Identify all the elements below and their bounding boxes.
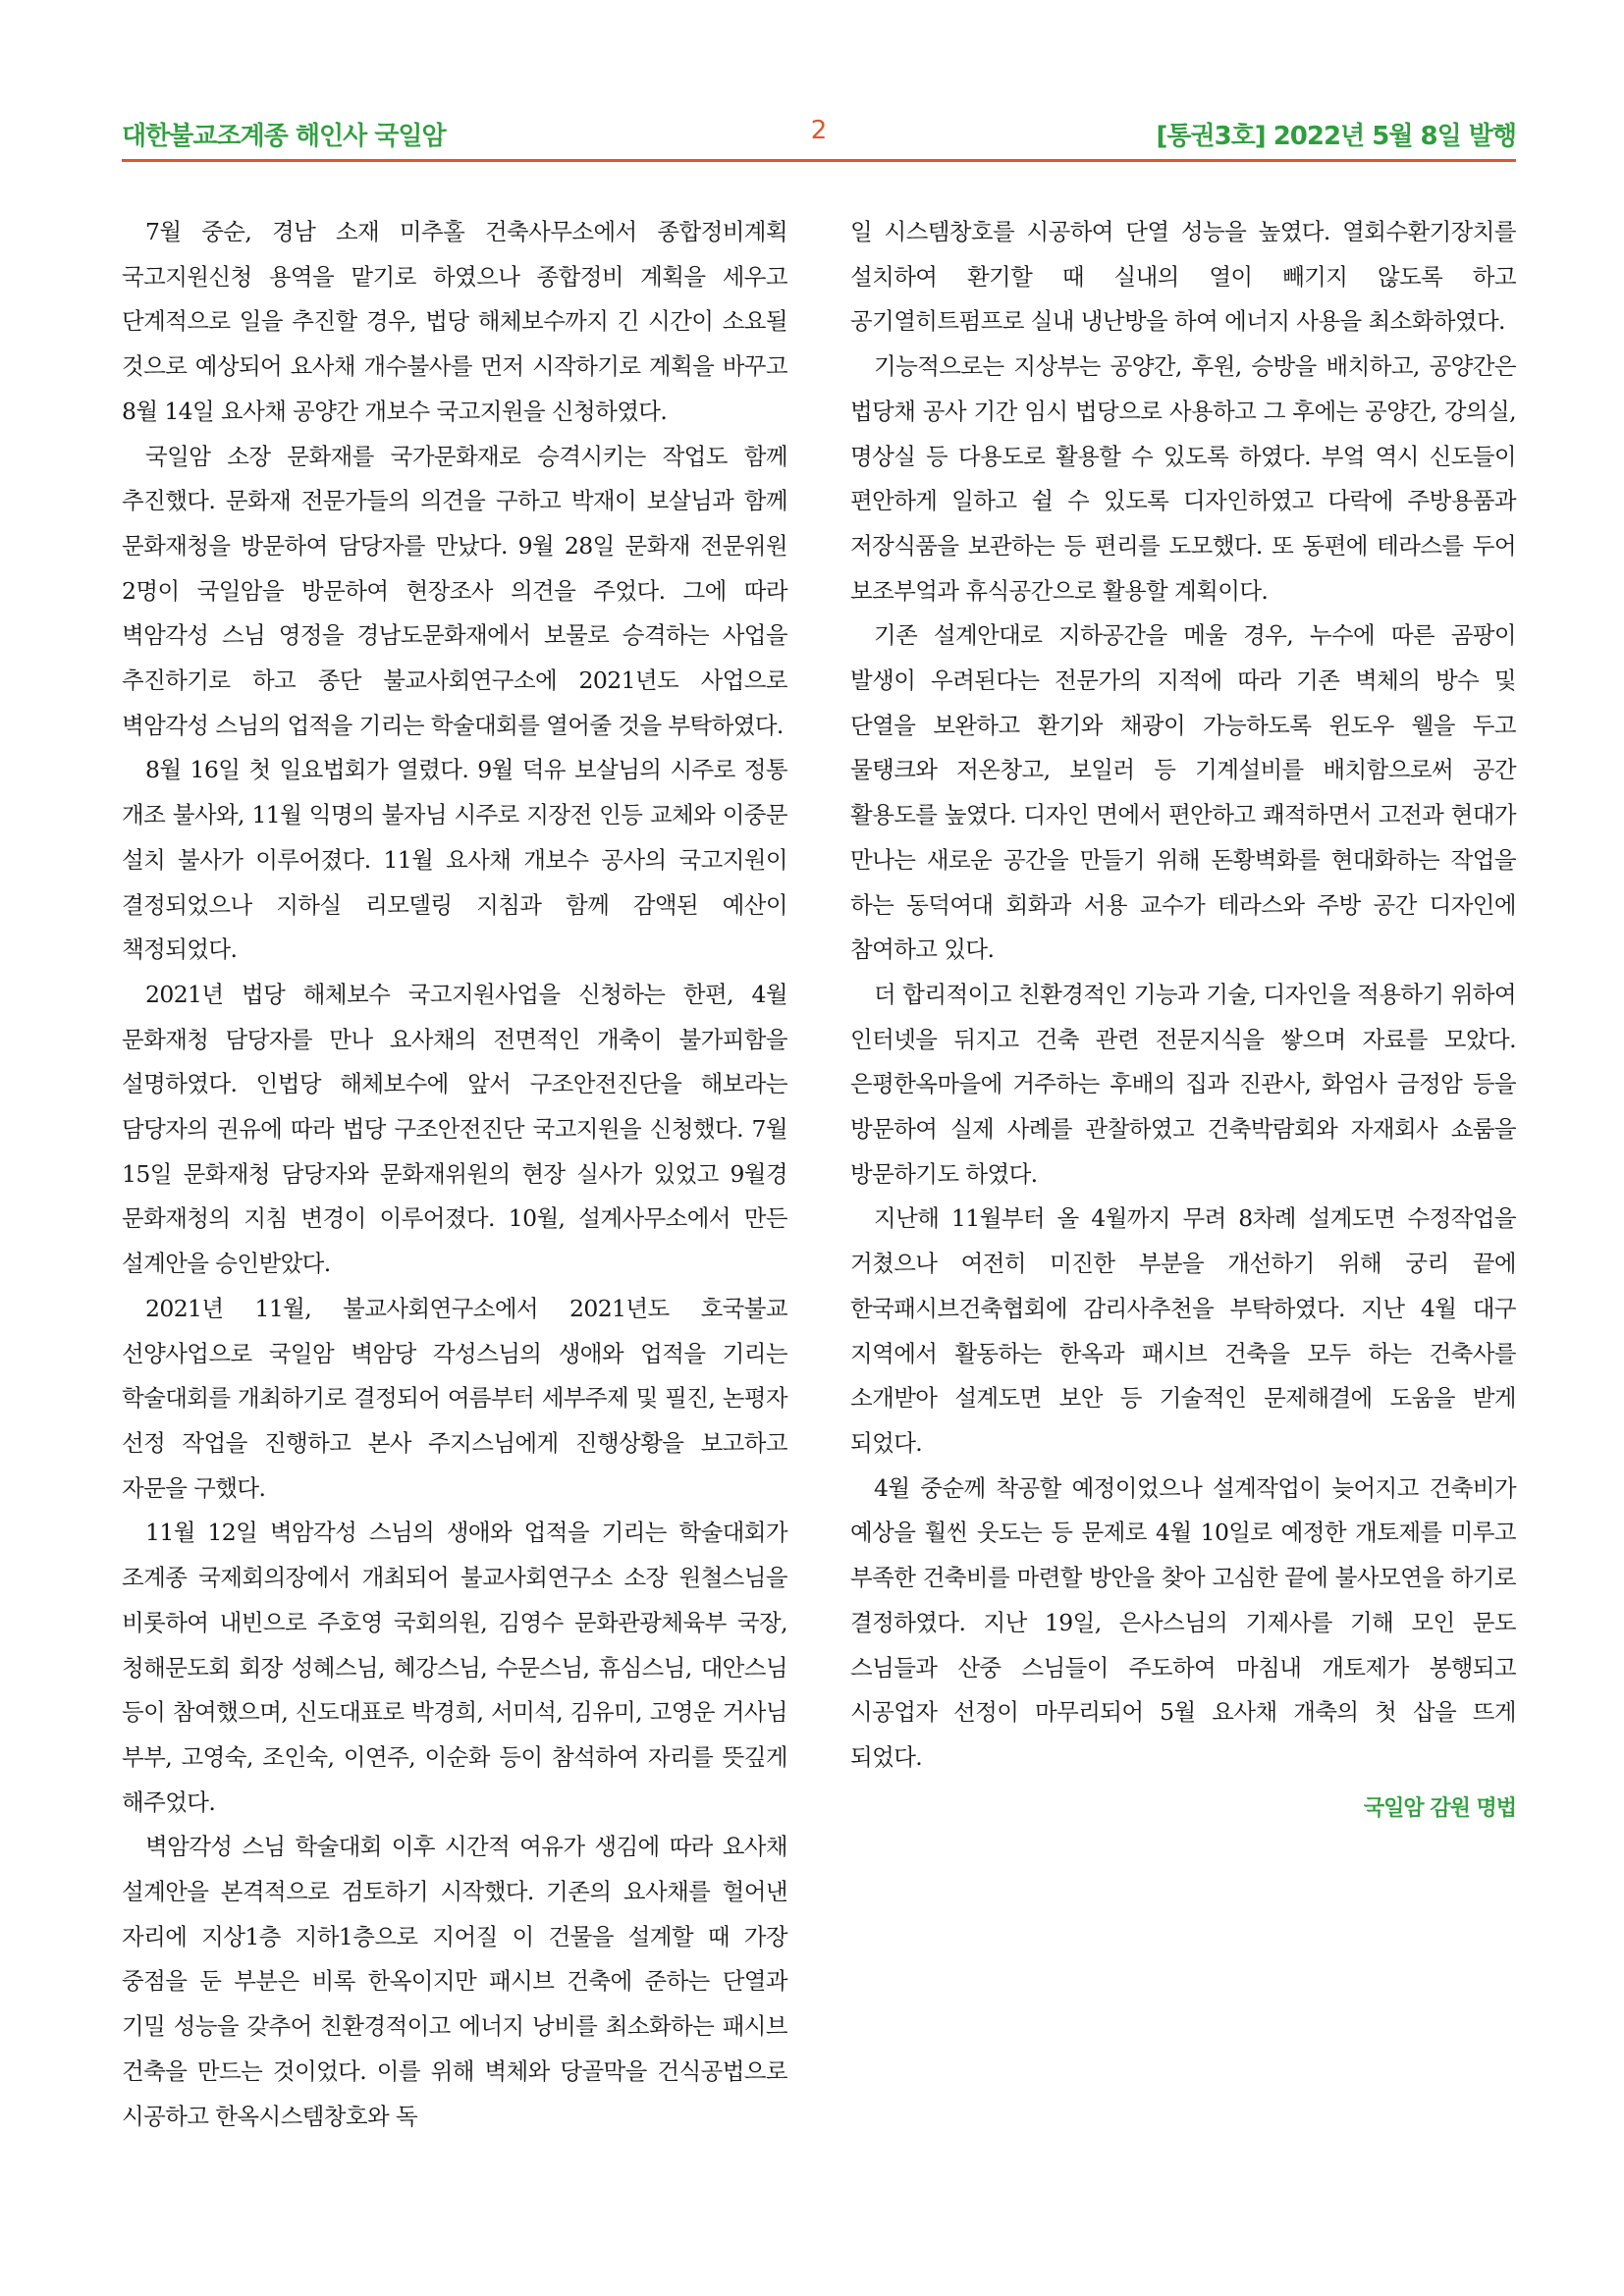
- paragraph: 벽암각성 스님 학술대회 이후 시간적 여유가 생김에 따라 요사채 설계안을 본격적으로 검토하기 시작했다. 기존의 요사채를 헐어낸 자리에 지상1층 지하1층으로 지어질 이 건물을 설계할 때 가장 중점을 둔 부분은 비록 한옥이지만 패시브 건축에 준하는 단열과 기밀 성능을 갖추어 친환경적이고 에너지 낭비를 최소화하는 패시브 건축을 만드는 것이었다. 이를 위해 벽체와 당골막을 건식공법으로 시공하고 한옥시스템창호와 독: [122, 1833, 787, 2130]
- paragraph: 2021년 법당 해체보수 국고지원사업을 신청하는 한편, 4월 문화재청 담당자를 만나 요사채의 전면적인 개축이 불가피함을 설명하였다. 인법당 해체보수에 앞서 구조안전진단을 해보라는 담당자의 권유에 따라 법당 구조안전진단 국고지원을 신청했다. 7월 15일 문화재청 담당자와 문화재위원의 현장 실사가 있었고 9월경 문화재청의 지침 변경이 이루어졌다. 10월, 설계사무소에서 만든 설계안을 승인받았다.: [122, 980, 787, 1278]
- paragraph: 4월 중순께 착공할 예정이었으나 설계작업이 늦어지고 건축비가 예상을 훨씬 웃도는 등 문제로 4월 10일로 예정한 개토제를 미루고 부족한 건축비를 마련할 방안을 찾아 고심한 끝에 불사모연을 하기로 결정하였다. 지난 19일, 은사스님의 기제사를 기해 모인 문도 스님들과 산중 스님들이 주도하여 마침내 개토제가 봉행되고 시공업자 선정이 마무리되어 5월 요사채 개축의 첫 삽을 뜨게 되었다.: [850, 1473, 1516, 1771]
- publication-title: 대한불교조계종 해인사 국일암: [122, 122, 446, 151]
- paragraph: 7월 중순, 경남 소재 미추홀 건축사무소에서 종합정비계획 국고지원신청 용역을 맡기로 하였으나 종합정비 계획을 세우고 단계적으로 일을 추진할 경우, 법당 해체보수까지 긴 시간이 소요될 것으로 예상되어 요사채 개수불사를 먼저 시작하기로 계획을 바꾸고 8월 14일 요사채 공양간 개보수 국고지원을 신청하였다.: [122, 218, 787, 425]
- paragraph: 기능적으로는 지상부는 공양간, 후원, 승방을 배치하고, 공양간은 법당채 공사 기간 임시 법당으로 사용하고 그 후에는 공양간, 강의실, 명상실 등 다용도로 활용할 수 있도록 하였다. 부엌 역시 신도들이 편안하게 일하고 쉴 수 있도록 디자인하였고 다락에 주방용품과 저장식품을 보관하는 등 편리를 도모했다. 또 동편에 테라스를 두어 보조부엌과 휴식공간으로 활용할 계획이다.: [850, 352, 1516, 605]
- left-column: [122, 210, 787, 2139]
- paragraph: 기존 설계안대로 지하공간을 메울 경우, 누수에 따른 곰팡이 발생이 우려된다는 전문가의 지적에 따라 기존 벽체의 방수 및 단열을 보완하고 환기와 채광이 가능하도록 윈도우 웰을 두고 물탱크와 저온창고, 보일러 등 기계설비를 배치함으로써 공간 활용도를 높였다. 디자인 면에서 편안하고 쾌적하면서 고전과 현대가 만나는 새로운 공간을 만들기 위해 돈황벽화를 현대화하는 작업을 하는 동덕여대 회화과 서용 교수가 테라스와 주방 공간 디자인에 참여하고 있다.: [850, 621, 1516, 964]
- header-divider: [122, 159, 1516, 162]
- paragraph: 11월 12일 벽암각성 스님의 생애와 업적을 기리는 학술대회가 조계종 국제회의장에서 개최되어 불교사회연구소 소장 원철스님을 비롯하여 내빈으로 주호영 국회의원, 김영수 문화관광체육부 국장, 청해문도회 회장 성혜스님, 혜강스님, 수문스님, 휴심스님, 대안스님 등이 참여했으며, 신도대표로 박경희, 서미석, 김유미, 고영운 거사님 부부, 고영숙, 조인숙, 이연주, 이순화 등이 참석하여 자리를 뜻깊게 해주었다.: [122, 1519, 787, 1816]
- paragraph: 지난해 11월부터 올 4월까지 무려 8차례 설계도면 수정작업을 거쳤으나 여전히 미진한 부분을 개선하기 위해 궁리 끝에 한국패시브건축협회에 감리사추천을 부탁하였다. 지난 4월 대구 지역에서 활동하는 한옥과 패시브 건축을 모두 하는 건축사를 소개받아 설계도면 보안 등 기술적인 문제해결에 도움을 받게 되었다.: [850, 1204, 1516, 1457]
- page-header: [122, 116, 1516, 155]
- paragraph: 국일암 소장 문화재를 국가문화재로 승격시키는 작업도 함께 추진했다. 문화재 전문가들의 의견을 구하고 박재이 보살님과 함께 문화재청을 방문하여 담당자를 만났다. 9월 28일 문화재 전문위원 2명이 국일암을 방문하여 현장조사 의견을 주었다. 그에 따라 벽암각성 스님 영정을 경남도문화재에서 보물로 승격하는 사업을 추진하기로 하고 종단 불교사회연구소에 2021년도 사업으로 벽암각성 스님의 업적을 기리는 학술대회를 열어줄 것을 부탁하였다.: [122, 442, 787, 739]
- paragraph: 8월 16일 첫 일요법회가 열렸다. 9월 덕유 보살님의 시주로 정통 개조 불사와, 11월 익명의 불자님 시주로 지장전 인등 교체와 이중문 설치 불사가 이루어졌다. 11월 요사채 개보수 공사의 국고지원이 결정되었으나 지하실 리모델링 지침과 함께 감액된 예산이 책정되었다.: [122, 756, 787, 964]
- issue-info: [통권3호] 2022년 5월 8일 발행: [1156, 122, 1516, 151]
- paragraph: 더 합리적이고 친환경적인 기능과 기술, 디자인을 적용하기 위하여 인터넷을 뒤지고 건축 관련 전문지식을 쌓으며 자료를 모았다. 은평한옥마을에 거주하는 후배의 집과 진관사, 화엄사 금정암 등을 방문하여 실제 사례를 관찰하였고 건축박람회와 자재회사 쇼룸을 방문하기도 하였다.: [850, 980, 1516, 1188]
- paragraph: 2021년 11월, 불교사회연구소에서 2021년도 호국불교 선양사업으로 국일암 벽암당 각성스님의 생애와 업적을 기리는 학술대회를 개최하기로 결정되어 여름부터 세부주제 및 필진, 논평자 선정 작업을 진행하고 본사 주지스님에게 진행상황을 보고하고 자문을 구했다.: [122, 1294, 787, 1502]
- right-column: [850, 210, 1516, 1831]
- page-number: 2: [810, 116, 828, 145]
- author-signature: 국일암 감원 명법: [1363, 1795, 1516, 1821]
- paragraph-continuation: 일 시스템창호를 시공하여 단열 성능을 높였다. 열회수환기장치를 설치하여 환기할 때 실내의 열이 빼기지 않도록 하고 공기열히트펌프로 실내 냉난방을 하여 에너지 사용을 최소화하였다.: [850, 218, 1516, 336]
